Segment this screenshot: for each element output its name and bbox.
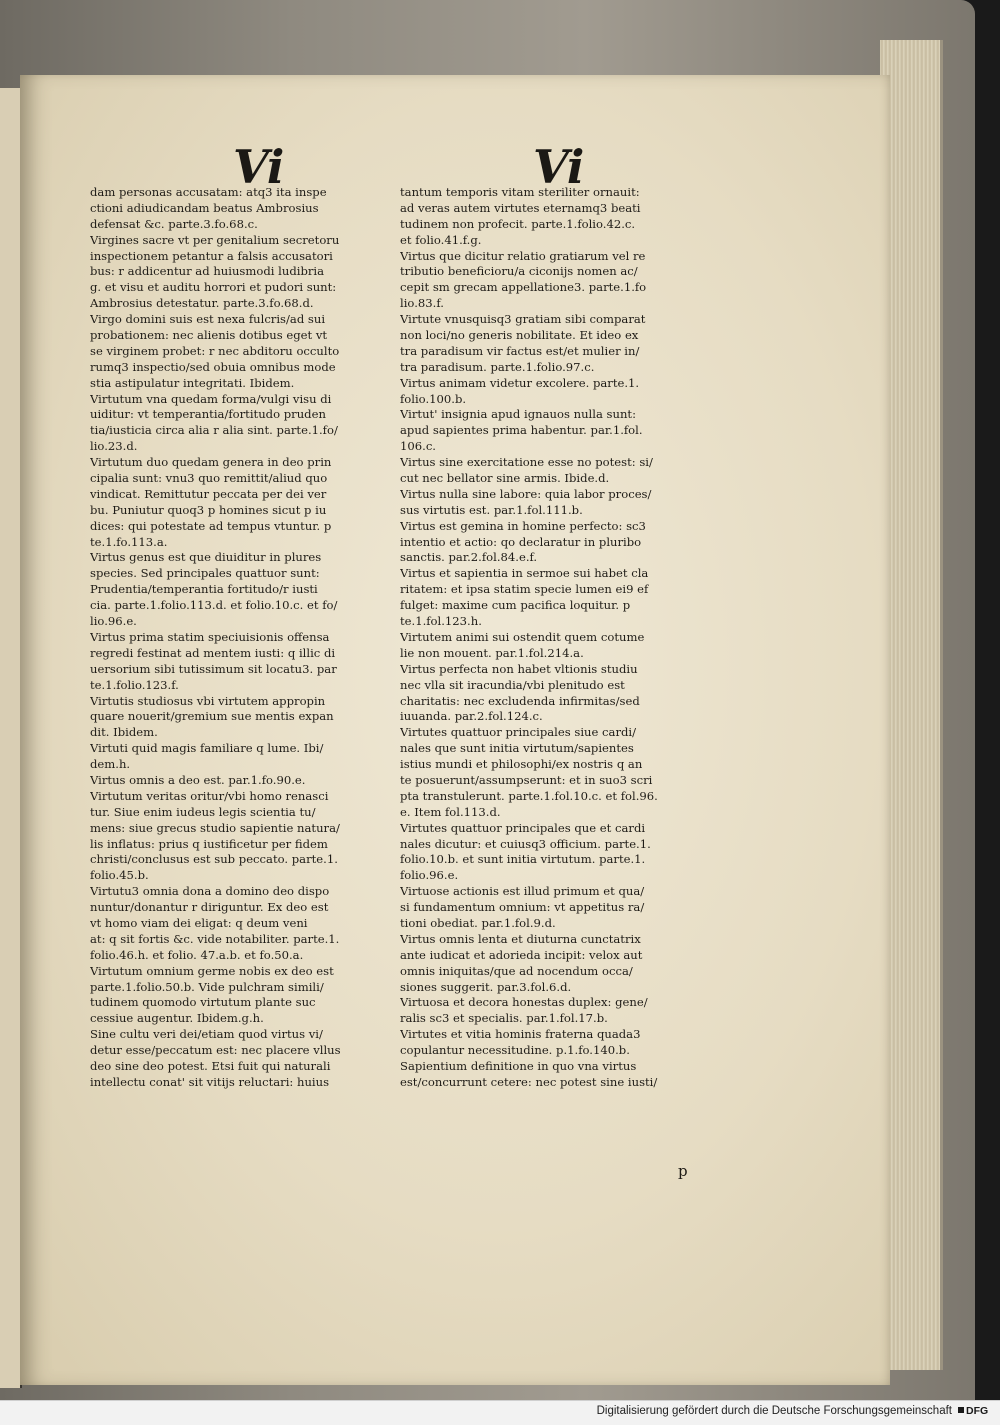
text-line: intellectu conat' sit vitijs reluctari: huius <box>90 1074 330 1089</box>
text-line: Virtuti quid magis familiare q lume. Ibi/ <box>90 741 324 756</box>
text-line: tioni obediat. par.1.fol.9.d. <box>400 915 556 930</box>
text-line: Virtutum veritas oritur/vbi homo renasci <box>90 788 329 803</box>
text-line: istius mundi et philosophi/ex nostris q an <box>400 757 643 772</box>
text-line: ad veras autem virtutes eternamq3 beati <box>400 200 641 215</box>
text-line: Virtus genus est que diuiditur in plures <box>90 550 322 565</box>
text-line: te posuerunt/assumpserunt: et in suo3 scri <box>400 772 653 787</box>
text-line: tudinem quomodo virtutum plante suc <box>90 995 316 1010</box>
text-line: nec vlla sit iracundia/vbi plenitudo est <box>400 677 625 692</box>
text-line: ante iudicat et adoriedа incipit: velox aut <box>400 947 643 962</box>
text-column-right <box>400 185 700 1091</box>
text-line: Virtutu3 omnia dona a domino deo dispo <box>90 884 330 899</box>
dfg-logo-text: DFG <box>966 1405 989 1417</box>
text-line: siones suggerit. par.3.fol.6.d. <box>400 979 572 994</box>
text-line: se virginem probet: r nec abditoru occulto <box>90 343 340 358</box>
text-line: nales que sunt initia virtutum/sapientes <box>400 741 634 756</box>
text-line: lis inflatus: prius q iustificetur per fidem <box>90 836 328 851</box>
text-line: bu. Puniutur quoq3 p homines sicut p iu <box>90 502 327 517</box>
text-line: Virtutes et vitia hominis fraterna quada3 <box>400 1027 641 1042</box>
text-line: lio.83.f. <box>400 296 444 311</box>
text-line: Sapientium definitione in quo vna virtus <box>400 1058 637 1073</box>
text-line: bus: r addicentur ad huiusmodi ludibria <box>90 264 325 279</box>
text-line: ralis sc3 et specialis. par.1.fol.17.b. <box>400 1011 608 1026</box>
footer-bar <box>0 1400 1000 1425</box>
text-line: cessiue augentur. Ibidem.g.h. <box>90 1011 264 1026</box>
text-line: inspectionem petantur a falsis accusatori <box>90 248 333 263</box>
text-line: christi/conclusus est sub peccato. parte.1. <box>90 852 338 867</box>
text-line: charitatis: nec excludenda infirmitas/sed <box>400 693 640 708</box>
text-line: te.1.fol.123.h. <box>400 614 482 629</box>
text-line: Virtuosa et decora honestas duplex: gene/ <box>400 995 648 1010</box>
text-line: stia astipulatur integritati. Ibidem. <box>90 375 295 390</box>
text-line: Virtutes quattuor principales que et cardi <box>400 820 646 835</box>
text-line: tra paradisum vir factus est/et mulier in/ <box>400 343 640 358</box>
signature-mark: p <box>678 1162 688 1180</box>
text-line: Virtutis studiosus vbi virtutem appropin <box>90 693 326 708</box>
text-line: Virtute vnusquisq3 gratiam sibi comparat <box>400 312 646 327</box>
text-line: folio.45.b. <box>90 868 149 883</box>
text-line: lio.23.d. <box>90 439 138 454</box>
text-line: Virtus et sapientia in sermoe sui habet cla <box>400 566 649 581</box>
text-line: sus virtutis est. par.1.fol.111.b. <box>400 502 583 517</box>
facing-page-edge <box>0 88 22 1388</box>
text-line: tra paradisum. parte.1.folio.97.c. <box>400 359 595 374</box>
dfg-logo <box>958 1405 992 1420</box>
text-line: sanctis. par.2.fol.84.e.f. <box>400 550 538 565</box>
text-line: nales dicutur: et cuiusq3 officium. parte.1. <box>400 836 651 851</box>
text-line: quare nouerit/gremium sue mentis expan <box>90 709 334 724</box>
text-line: uiditur: vt temperantia/fortitudo pruden <box>90 407 326 422</box>
text-line: cipalia sunt: vnu3 quo remittit/aliud quo <box>90 471 328 486</box>
text-line: tantum temporis vitam steriliter ornauit: <box>400 185 640 199</box>
text-line: dam personas accusatam: atq3 ita inspe <box>90 185 327 199</box>
text-line: ritatem: et ipsa statim specie lumen ei9 ef <box>400 582 649 597</box>
text-line: g. et visu et auditu horrori et pudori sunt: <box>90 280 337 295</box>
running-head-right: Vi <box>533 140 584 194</box>
text-line: at: q sit fortis &c. vide notabiliter. parte.1. <box>90 931 340 946</box>
text-line: defensat &c. parte.3.fo.68.c. <box>90 216 258 231</box>
text-line: Virtus est gemina in homine perfecto: sc3 <box>400 518 646 533</box>
text-line: tia/iusticia circa alia r alia sint. parte.1.fo/ <box>90 423 338 438</box>
text-line: Virtutem animi sui ostendit quem cotume <box>400 629 645 644</box>
text-line: rumq3 inspectio/sed obuia omnibus mode <box>90 359 336 374</box>
text-line: lie non mouent. par.1.fol.214.a. <box>400 645 584 660</box>
text-line: dem.h. <box>90 757 131 772</box>
text-line: Virtus prima statim speciuisionis offensa <box>90 629 330 644</box>
text-line: cut nec bellator sine armis. Ibide.d. <box>400 471 610 486</box>
text-line: Virtus perfecta non habet vltionis studiu <box>400 661 638 676</box>
text-line: et folio.41.f.g. <box>400 232 482 247</box>
text-line: deo sine deo potest. Etsi fuit qui naturali <box>90 1058 331 1073</box>
text-line: cia. parte.1.folio.113.d. et folio.10.c. et fo/ <box>90 598 338 613</box>
text-line: Virgines sacre vt per genitalium secretoru <box>90 232 340 247</box>
text-line: folio.96.e. <box>400 868 459 883</box>
text-line: probationem: nec alienis dotibus eget vt <box>90 328 328 343</box>
text-line: Virtus nulla sine labore: quia labor proces/ <box>400 486 652 501</box>
text-line: folio.46.h. et folio. 47.a.b. et fo.50.a. <box>90 947 304 962</box>
text-line: Virtutes quattuor principales siue cardi/ <box>400 725 637 740</box>
text-line: nuntur/donantur r diriguntur. Ex deo est <box>90 900 329 915</box>
text-line: dit. Ibidem. <box>90 725 158 740</box>
text-line: cepit sm grecam appellatione3. parte.1.fo <box>400 280 647 295</box>
text-line: tur. Siue enim iudeus legis scientia tu/ <box>90 804 316 819</box>
text-line: Virtus sine exercitatione esse no potest: si/ <box>400 455 653 470</box>
running-head-left: Vi <box>233 140 284 194</box>
text-line: Virtut' insignia apud ignauos nulla sunt: <box>400 407 636 422</box>
text-line: Sine cultu veri dei/etiam quod virtus vi/ <box>90 1027 323 1042</box>
text-line: regredi festinat ad mentem iusti: q illic di <box>90 645 336 660</box>
text-line: folio.10.b. et sunt initia virtutum. parte.1. <box>400 852 646 867</box>
text-line: copulantur necessitudine. p.1.fo.140.b. <box>400 1043 630 1058</box>
text-line: intentio et actio: qo declaratur in pluribo <box>400 534 642 549</box>
text-line: Virgo domini suis est nexa fulcris/ad sui <box>90 312 326 327</box>
text-line: Virtus animam videtur excolere. parte.1. <box>400 375 640 390</box>
text-line: Virtus omnis a deo est. par.1.fo.90.e. <box>90 772 306 787</box>
text-line: pta transtulerunt. parte.1.fol.10.c. et fol.96. <box>400 788 658 803</box>
text-line: species. Sed principales quattuor sunt: <box>90 566 320 581</box>
text-line: iuuanda. par.2.fol.124.c. <box>400 709 543 724</box>
text-line: tributio beneficioru/a ciconijs nomen ac/ <box>400 264 638 279</box>
text-line: folio.100.b. <box>400 391 467 406</box>
text-line: tudinem non profecit. parte.1.folio.42.c. <box>400 216 636 231</box>
text-line: vt homo viam dei eligat: q deum veni <box>90 915 308 930</box>
text-line: detur esse/peccatum est: nec placere vllus <box>90 1043 341 1058</box>
text-line: vindicat. Remittutur peccata per dei ver <box>90 486 327 501</box>
text-line: est/concurrunt cetere: nec potest sine iusti/ <box>400 1074 658 1089</box>
text-line: lio.96.e. <box>90 614 137 629</box>
text-line: uersorium sibi tutissimum sit locatu3. par <box>90 661 337 676</box>
text-line: Virtus que dicitur relatio gratiarum vel re <box>400 248 646 263</box>
text-line: te.1.folio.123.f. <box>90 677 179 692</box>
text-line: Virtutum duo quedam genera in deo prin <box>90 455 332 470</box>
text-line: Virtutum vna quedam forma/vulgi visu di <box>90 391 332 406</box>
text-line: apud sapientes prima habentur. par.1.fol. <box>400 423 643 438</box>
text-line: e. Item fol.113.d. <box>400 804 501 819</box>
text-line: ctioni adiudicandam beatus Ambrosius <box>90 200 319 215</box>
text-line: mens: siue grecus studio sapientie natura/ <box>90 820 340 835</box>
text-column-left <box>90 185 390 1091</box>
text-line: dices: qui potestate ad tempus vtuntur. p <box>90 518 332 533</box>
text-line: Virtuose actionis est illud primum et qua/ <box>400 884 645 899</box>
text-line: Prudentia/temperantia fortitudo/r iusti <box>90 582 318 597</box>
text-line: Virtutum omnium germe nobis ex deo est <box>90 963 334 978</box>
text-line: fulget: maxime cum pacifica loquitur. p <box>400 598 631 613</box>
text-line: si fundamentum omnium: vt appetitus ra/ <box>400 900 645 915</box>
text-line: Ambrosius detestatur. parte.3.fo.68.d. <box>90 296 314 311</box>
text-line: 106.c. <box>400 439 436 454</box>
text-line: Virtus omnis lenta et diuturna cunctatrix <box>400 931 641 946</box>
funding-note: Digitalisierung gefördert durch die Deutsche Forschungsgemeinschaft <box>596 1405 952 1417</box>
text-line: te.1.fo.113.a. <box>90 534 168 549</box>
text-line: omnis iniquitas/que ad nocendum occa/ <box>400 963 633 978</box>
text-line: non loci/no generis nobilitate. Et ideo ex <box>400 328 639 343</box>
text-line: parte.1.folio.50.b. Vide pulchram simili/ <box>90 979 324 994</box>
